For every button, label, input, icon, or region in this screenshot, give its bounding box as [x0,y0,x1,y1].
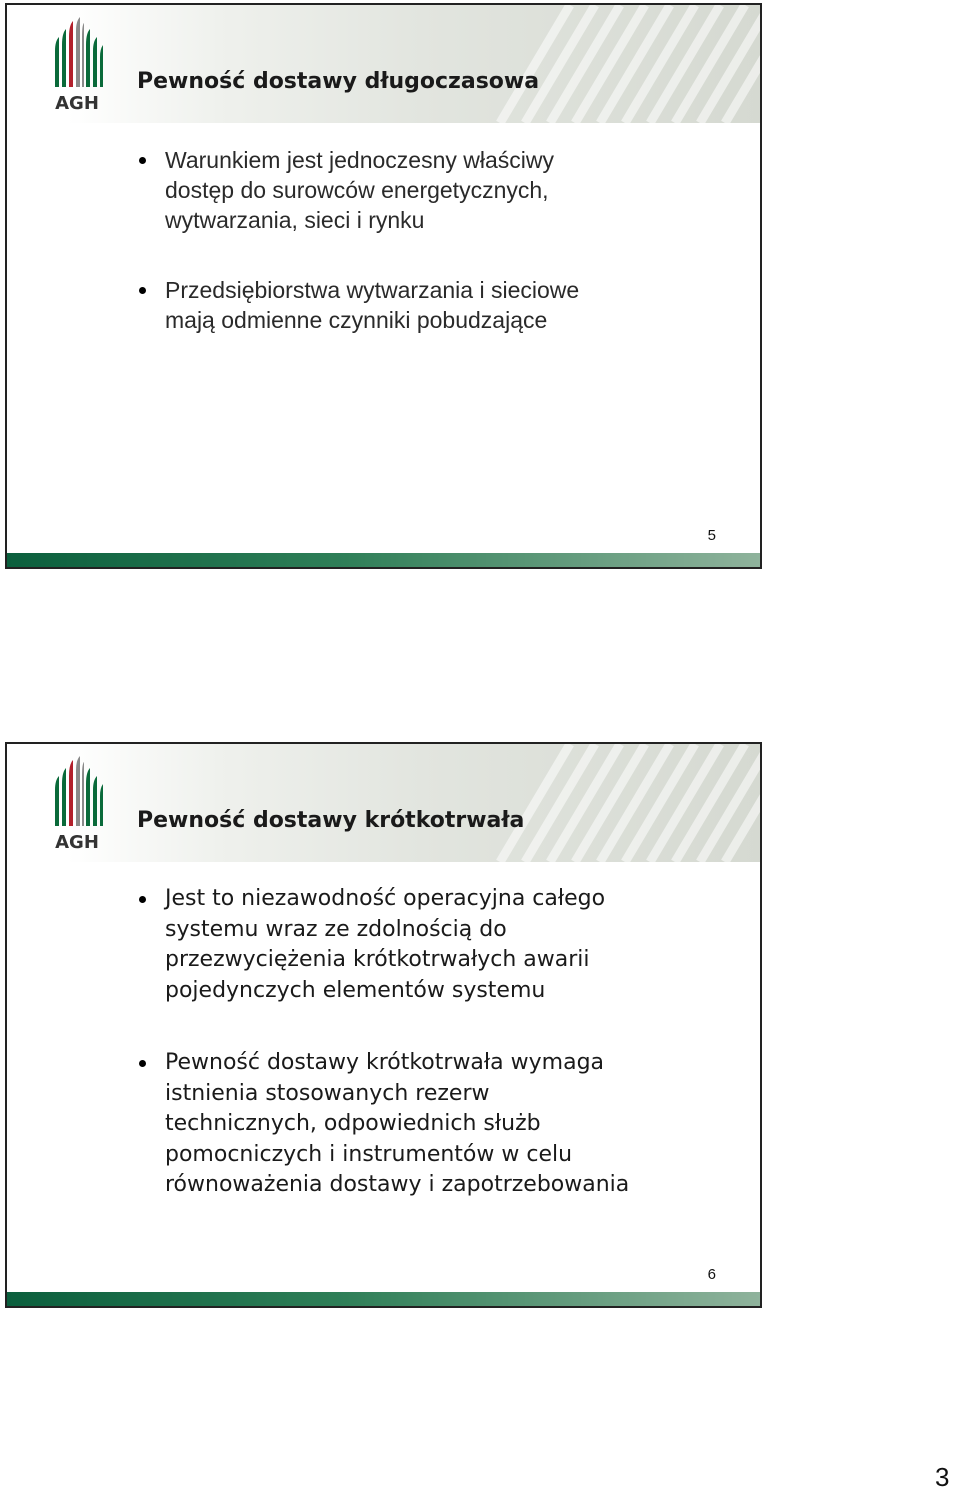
bullet-line: równoważenia dostawy i zapotrzebowania [165,1172,630,1197]
bullet-line: systemu wraz ze zdolnością do [165,916,507,942]
bullet-dot-icon [139,1060,146,1067]
bullet-dot-icon [139,157,146,164]
page-number: 3 [935,1462,950,1492]
bullet-list [137,884,737,1243]
slide-header [7,5,760,123]
slide-5 [5,3,762,569]
bullet-line: Przedsiębiorstwa wytwarzania i sieciowe [165,277,580,303]
bullet-line: Warunkiem jest jednoczesny właściwy [165,147,555,173]
slide-header [7,744,760,862]
bullet-line: pojedynczych elementów systemu [165,977,546,1003]
bullet-line: mają odmienne czynniki pobudzające [165,307,548,333]
slide-6 [5,742,762,1308]
bullet-item [137,884,737,1006]
header-stripes-decoration [460,744,760,862]
bullet-dot-icon [139,896,146,903]
slide-title: Pewność dostawy długoczasowa [137,69,540,94]
slide-title: Pewność dostawy krótkotrwała [137,808,525,833]
bullet-line: istnienia stosowanych rezerw [165,1080,490,1106]
header-stripes-decoration [460,5,760,123]
bullet-item [137,275,737,335]
logo-text: AGH [55,832,99,852]
bullet-line: przezwyciężenia krótkotrwałych awarii [165,947,590,972]
footer-bar [7,1292,760,1306]
agh-logo [47,17,107,113]
bullet-line: wytwarzania, sieci i rynku [165,207,425,233]
bullet-line: technicznych, odpowiednich służb [165,1111,541,1136]
logo-text: AGH [55,93,99,113]
bullet-dot-icon [139,287,146,294]
bullet-line: dostęp do surowców energetycznych, [165,177,549,203]
bullet-line: pomocniczych i instrumentów w celu [165,1141,573,1167]
bullet-list [137,145,737,375]
footer-bar [7,553,760,567]
slide-number: 5 [707,527,716,544]
bullet-item [137,145,737,235]
bullet-line: Pewność dostawy krótkotrwała wymaga [165,1050,605,1075]
slide-number: 6 [707,1266,716,1283]
agh-logo [47,756,107,852]
bullet-line: Jest to niezawodność operacyjna całego [165,886,606,911]
bullet-item [137,1048,737,1201]
